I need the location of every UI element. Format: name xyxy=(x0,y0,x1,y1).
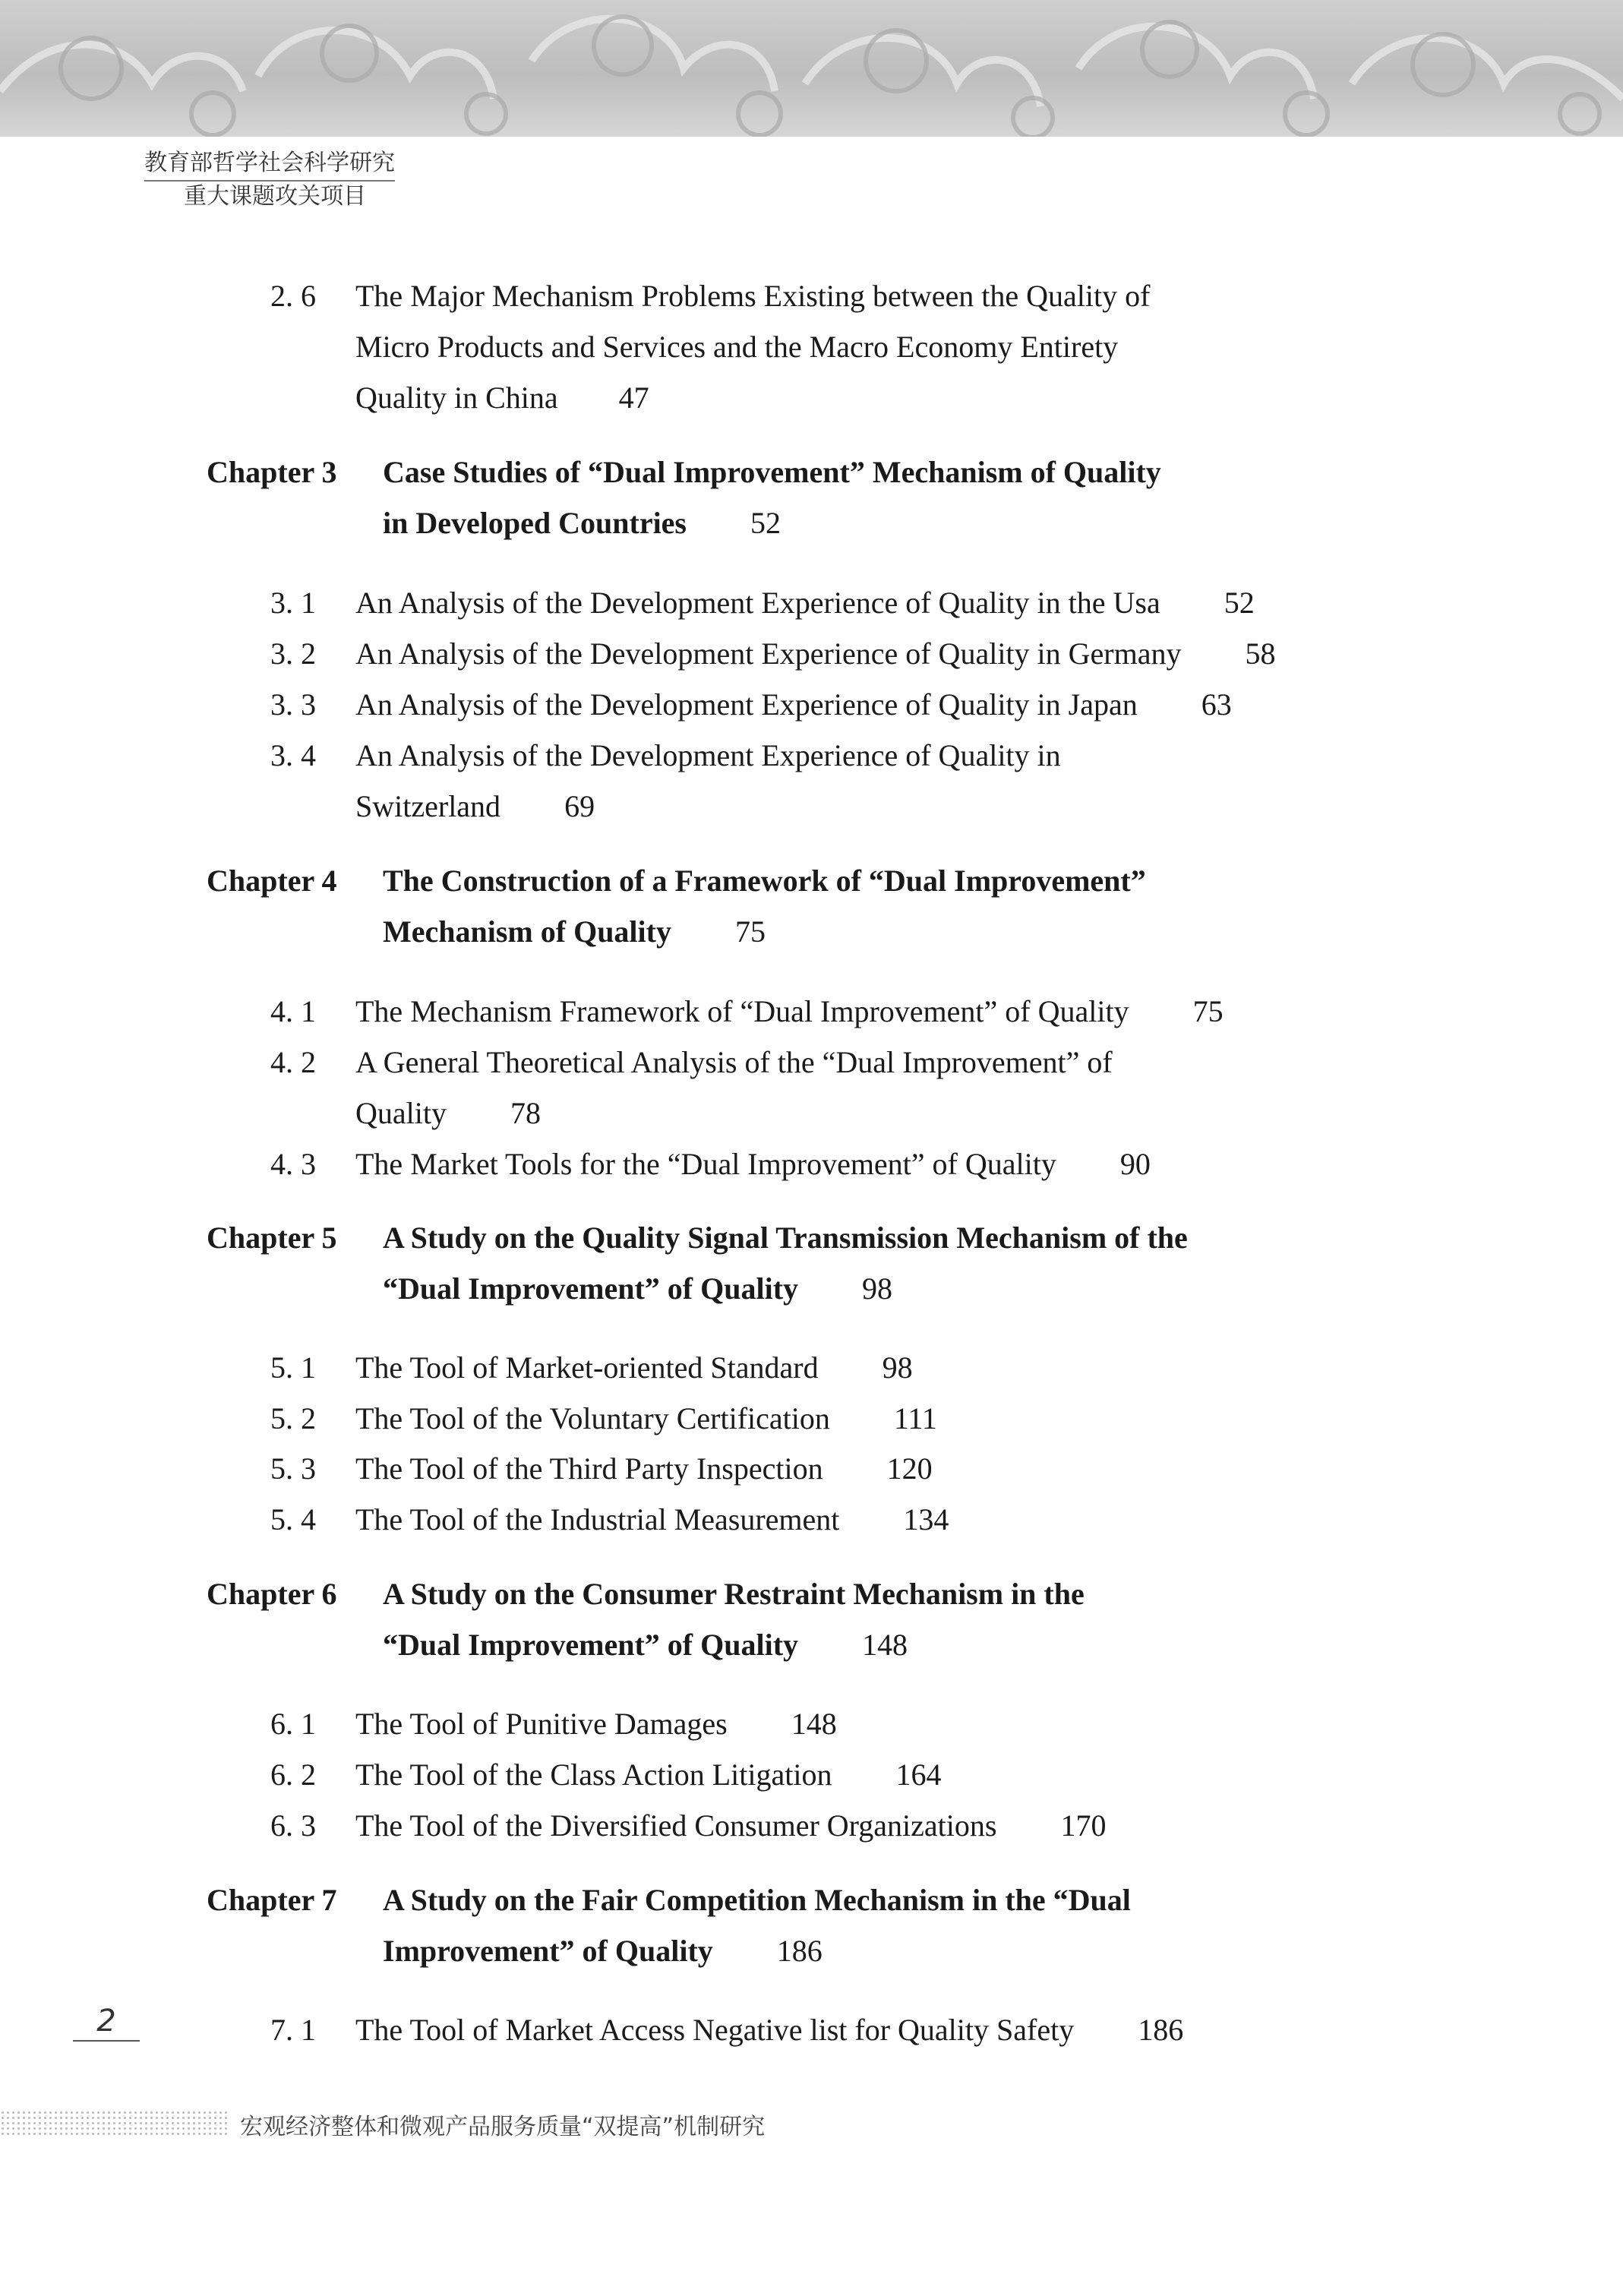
chapter-label: Chapter 4 xyxy=(207,864,337,898)
page-number: 170 xyxy=(1060,1808,1107,1843)
chapter-title-line1: A Study on the Consumer Restraint Mechanism in the xyxy=(383,1577,1085,1611)
section-title: The Tool of Market-oriented Standard xyxy=(355,1350,819,1385)
page-number: 90 xyxy=(1119,1147,1151,1181)
chapter-title-line2: Improvement” of Quality xyxy=(383,1934,713,1968)
page-number: 164 xyxy=(895,1758,942,1792)
page-number: 98 xyxy=(882,1350,913,1385)
page-number: 120 xyxy=(886,1451,933,1486)
section-number: 4. 1 xyxy=(270,994,316,1028)
section-title: The Tool of the Third Party Inspection xyxy=(355,1451,823,1486)
chapter-title-line2: Mechanism of Quality xyxy=(383,914,671,949)
section-number: 6. 2 xyxy=(270,1758,316,1792)
page-number: 148 xyxy=(791,1707,837,1741)
page-number: 148 xyxy=(862,1628,908,1662)
page-number: 78 xyxy=(510,1096,541,1130)
section-number: 5. 3 xyxy=(270,1451,316,1486)
chapter-title-line1: The Construction of a Framework of “Dual Improvement” xyxy=(383,864,1146,898)
section-title: An Analysis of the Development Experience of Quality in Germany xyxy=(355,636,1182,671)
page-number: 98 xyxy=(862,1271,893,1306)
chapter-title-line1: A Study on the Fair Competition Mechanism in the “Dual xyxy=(383,1883,1131,1917)
page-number: 134 xyxy=(903,1502,949,1536)
chapter-title-line1: Case Studies of “Dual Improvement” Mechanism of Quality xyxy=(383,455,1161,489)
section-title: An Analysis of the Development Experience of Quality in the Usa xyxy=(355,586,1160,620)
section-title-line3: Quality in China xyxy=(355,381,558,415)
section-title-line2: Micro Products and Services and the Macro Economy Entirety xyxy=(355,330,1119,364)
section-title: The Market Tools for the “Dual Improvement” of Quality xyxy=(355,1147,1056,1181)
chapter-label: Chapter 5 xyxy=(207,1221,337,1255)
series-header xyxy=(144,148,395,212)
section-number: 4. 3 xyxy=(270,1147,316,1181)
section-title: The Tool of the Industrial Measurement xyxy=(355,1502,840,1536)
section-number: 5. 4 xyxy=(270,1502,316,1536)
section-number: 3. 1 xyxy=(270,586,316,620)
section-number: 2. 6 xyxy=(270,279,316,313)
page-number: 186 xyxy=(776,1934,823,1968)
section-title: The Mechanism Framework of “Dual Improvement” of Quality xyxy=(355,994,1129,1028)
section-number: 6. 3 xyxy=(270,1808,316,1843)
section-title: The Tool of the Class Action Litigation xyxy=(355,1758,832,1792)
section-title-line2: Quality xyxy=(355,1096,447,1130)
series-header-line2: 重大课题攻关项目 xyxy=(184,183,366,210)
chapter-title-line2: “Dual Improvement” of Quality xyxy=(383,1628,799,1662)
section-number: 3. 3 xyxy=(270,687,316,722)
section-title-line1: An Analysis of the Development Experience of Quality in xyxy=(355,738,1061,772)
page-number: 186 xyxy=(1138,2013,1184,2047)
page-number: 63 xyxy=(1201,687,1232,722)
footer-dot-pattern xyxy=(0,2110,228,2136)
chapter-label: Chapter 7 xyxy=(207,1883,337,1917)
page-number: 52 xyxy=(750,506,781,540)
series-header-line1: 教育部哲学社会科学研究 xyxy=(144,148,395,182)
book-title-footer: 宏观经济整体和微观产品服务质量“双提高”机制研究 xyxy=(240,2114,766,2140)
page-number: 52 xyxy=(1224,586,1255,620)
page-number: 47 xyxy=(618,381,649,415)
chapter-title-line2: “Dual Improvement” of Quality xyxy=(383,1271,799,1306)
section-title: The Tool of Market Access Negative list for Quality Safety xyxy=(355,2013,1075,2047)
chapter-label: Chapter 3 xyxy=(207,455,337,489)
section-number: 3. 4 xyxy=(270,738,316,772)
section-number: 6. 1 xyxy=(270,1707,316,1741)
section-number: 5. 2 xyxy=(270,1401,316,1435)
chapter-label: Chapter 6 xyxy=(207,1577,337,1611)
section-title-line2: Switzerland xyxy=(355,789,501,823)
page-number: 75 xyxy=(1192,994,1224,1028)
section-number: 7. 1 xyxy=(270,2013,316,2047)
section-number: 3. 2 xyxy=(270,636,316,671)
section-title-line1: The Major Mechanism Problems Existing between the Quality of xyxy=(355,279,1151,313)
page-number-footer: 2 xyxy=(73,2002,140,2042)
page-number: 111 xyxy=(893,1401,937,1435)
page-number: 69 xyxy=(564,789,595,823)
section-number: 4. 2 xyxy=(270,1045,316,1079)
section-title: The Tool of Punitive Damages xyxy=(355,1707,728,1741)
page-number: 75 xyxy=(734,914,766,949)
decorative-cloud-banner xyxy=(0,0,1623,137)
section-title: The Tool of the Diversified Consumer Organizations xyxy=(355,1808,997,1843)
chapter-title-line2: in Developed Countries xyxy=(383,506,687,540)
section-title: The Tool of the Voluntary Certification xyxy=(355,1401,830,1435)
page-number: 58 xyxy=(1245,636,1276,671)
section-number: 5. 1 xyxy=(270,1350,316,1385)
chapter-title-line1: A Study on the Quality Signal Transmission Mechanism of the xyxy=(383,1221,1188,1255)
section-title-line1: A General Theoretical Analysis of the “Dual Improvement” of xyxy=(355,1045,1113,1079)
section-title: An Analysis of the Development Experience of Quality in Japan xyxy=(355,687,1138,722)
